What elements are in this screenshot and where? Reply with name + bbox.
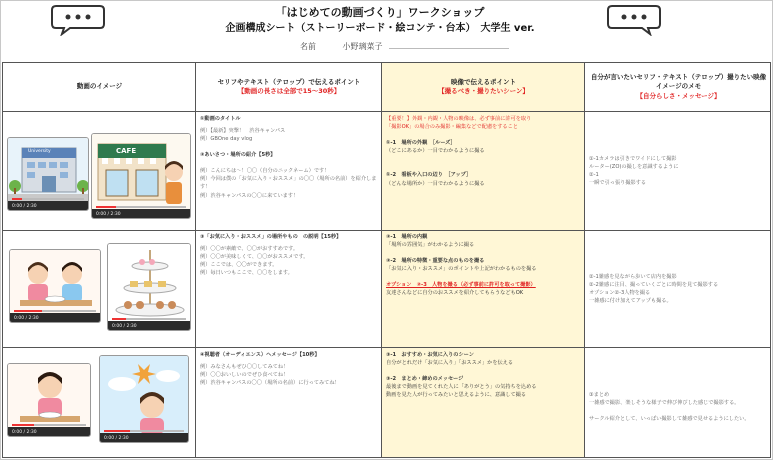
header-col4-title: 自分が言いたいセリフ・テキスト（テロップ）撮りたい映像イメージのメモ <box>590 72 767 91</box>
memo-text <box>589 391 769 423</box>
player-time: 0:00 / 2:30 <box>14 316 39 321</box>
memo-text-line: オプション②-3人物を撮る <box>589 290 651 297</box>
dialogue-text-line: 例）〇〇おいしいのでぜひ食べてね！ <box>200 372 289 379</box>
visual-text-line: 「撮影OK」の場合のみ撮影・編集などで配慮をすること <box>386 124 518 131</box>
memo-text-line: ②-1雑感を見ながら歩いて店内を撮影 <box>589 274 677 280</box>
player-time: 0:00 / 2:30 <box>96 212 121 217</box>
dialogue-text <box>200 245 378 277</box>
storyboard-table <box>2 62 771 458</box>
memo-text-line: 一雑感に付け加えてアップも撮る。 <box>589 298 672 305</box>
dialogue-text <box>200 363 378 387</box>
sheet-title: 「はじめての動画づくり」ワークショップ <box>275 6 485 19</box>
dialogue-text-line: 例）今回は僕の「お気に入り・おススメ」の〇〇（場所の名前）を紹介します！ <box>200 176 377 191</box>
dialogue-text-line: 例）〇〇が美味しくて、〇〇がおススメです。 <box>200 254 309 261</box>
girl-outdoor-icon <box>100 356 189 434</box>
progress-track <box>12 198 84 200</box>
header-col4 <box>585 63 772 111</box>
row-divider <box>3 347 770 348</box>
player-time: 0:00 / 2:30 <box>112 324 137 329</box>
row-divider <box>3 230 770 231</box>
friends-eating-icon <box>10 250 101 314</box>
memo-text-line: ②-1 <box>589 172 599 179</box>
header-col2 <box>196 63 382 111</box>
dialogue-text-line: 例）みなさんもぜひ〇〇してみてね！ <box>200 364 289 370</box>
visual-text-line <box>386 273 582 281</box>
visual-text <box>386 233 582 298</box>
progress-fill <box>14 310 42 312</box>
dialogue-text-line <box>200 143 378 151</box>
visual-text-line <box>386 131 582 139</box>
progress-fill <box>12 424 34 426</box>
progress-fill <box>12 198 22 200</box>
dialogue-text-line: ②あいさつ・場所の紹介【5秒】 <box>200 152 276 159</box>
memo-text-line: サークル紹介として、いっぱい撮影して雑感で見せるようにしたい。 <box>589 416 750 423</box>
header-col2-title: セリフやテキスト（テロップ）で伝えるポイント <box>217 77 361 86</box>
university-sign: University <box>28 149 51 154</box>
visual-text-line: オプション ②-3 人物を撮る（必ず事前に許可を取って撮影） <box>386 282 536 289</box>
cafe-storefront-icon <box>92 134 191 210</box>
visual-text-line: 最後まで動画を見てくれた人に「ありがとう」の気持ちを込める <box>386 384 537 391</box>
dialogue-text-line: 例）【最新】突撃！ 渋谷キャンパス <box>200 128 286 134</box>
dialogue-heading: ④視聴者（オーディエンス）へメッセージ【10秒】 <box>200 352 320 358</box>
header-col3 <box>382 63 585 111</box>
memo-text-line: ルーター(ZO)の撮しを意識するように <box>589 164 679 171</box>
visual-text-line <box>386 155 582 163</box>
visual-text <box>386 115 582 188</box>
name-field[interactable] <box>300 41 509 52</box>
visual-text-line: 友達さんなどに自分のおススメを紹介してもらうなどもOK <box>386 290 524 297</box>
name-label: 名前 <box>300 42 316 51</box>
visual-text <box>386 351 582 399</box>
memo-text <box>589 155 769 187</box>
speech-bubble-icon <box>606 4 662 36</box>
cafe-sign: CAFE <box>116 147 137 155</box>
video-thumbnail-cafe[interactable] <box>91 133 191 219</box>
header-col3-note: 【撮るべき・撮りたいシーン】 <box>438 87 529 95</box>
visual-text-line: （どこにあるか）一目でわかるように撮る <box>386 148 485 155</box>
video-thumbnail-friends[interactable] <box>9 249 101 323</box>
progress-fill <box>104 430 130 432</box>
player-time: 0:00 / 2:30 <box>104 436 129 441</box>
dialogue-text-line: 例）毎日いつもここで、〇〇をします。 <box>200 270 293 277</box>
visual-text-line: 動画を見た人が行ってみたいと思えるように、意識して撮る <box>386 392 527 399</box>
visual-text-line: 【重要！】外観・内観・人物の映像は、必ず事前に許可を取り <box>386 116 532 122</box>
visual-text-line: ①-2 看板や入口の辺り ［アップ］ <box>386 172 472 179</box>
visual-text-line: ②-2 場所の特徴・重要な点のものを撮る <box>386 258 485 265</box>
dialogue-text-line: 例）〇〇が素敵で、〇〇がおすすめです。 <box>200 246 299 252</box>
sweets-stand-icon <box>108 244 191 322</box>
header-col4-note: 【自分らしさ・メッセージ】 <box>636 91 721 100</box>
visual-text-line: 「場所の雰囲気」がわかるように撮る <box>386 242 475 249</box>
visual-text-line: （どんな場所か）一目でわかるように撮る <box>386 180 485 187</box>
memo-text-line: 一雑感で撮影、楽しそうな様子で伸び伸びした感じで撮影する。 <box>589 400 740 407</box>
name-underline <box>389 48 509 49</box>
header-col3-title: 映像で伝えるポイント <box>451 77 516 86</box>
girl-eating-icon <box>8 364 91 428</box>
memo-text <box>589 273 769 305</box>
sheet-header <box>0 0 773 60</box>
video-thumbnail-sweets[interactable] <box>107 243 191 331</box>
row-divider <box>3 111 770 112</box>
video-thumbnail-university[interactable] <box>7 137 89 211</box>
dialogue-text <box>200 127 378 200</box>
dialogue-text-line: 例）こんにちは～！〇〇（自分のニックネーム）です！ <box>200 168 330 175</box>
speech-bubble-icon <box>50 4 106 36</box>
visual-text-line: 自分がとれだけ「お気に入り」「おススメ」かを伝える <box>386 360 514 367</box>
header-col2-note: 【動画の長さは全部で15～30秒】 <box>237 87 341 95</box>
dialogue-text-line: 例）ここでは、〇〇ができます。 <box>200 262 278 269</box>
dialogue-heading: ①動画のタイトル <box>200 116 241 122</box>
memo-text-line: ②-2雑感に注目、撮っていくごとに時間を見て撮影する <box>589 282 719 289</box>
visual-text-line <box>386 163 582 171</box>
visual-text-line: ③-1 おすすめ・お気に入りのシーン <box>386 352 474 358</box>
progress-fill <box>96 206 116 208</box>
video-thumbnail-outdoor[interactable] <box>99 355 189 443</box>
university-building-icon <box>8 138 89 202</box>
header-col1-title: 動画のイメージ <box>76 82 123 91</box>
dialogue-text-line <box>200 159 378 167</box>
header-col1 <box>3 63 196 111</box>
visual-text-line: ③-2 まとめ・締めのメッセージ <box>386 376 464 383</box>
visual-text-line: 「お気に入り・おススメ」のポイントや上記がわかるものを撮る <box>386 266 537 273</box>
visual-text-line <box>386 367 582 375</box>
dialogue-heading: ③「お気に入り・おススメ」の場所やもの の説明【15秒】 <box>200 234 342 240</box>
dialogue-text-line: 例）渋谷キャンパスの〇〇（場所の名前）に行ってみてね！ <box>200 380 340 387</box>
visual-text-line: ①-1 場所の外観 ［ルーズ］ <box>386 140 456 147</box>
sheet-subtitle: 企画構成シート（ストーリーボード・絵コンテ・台本） 大学生 ver. <box>225 23 535 34</box>
dialogue-text-line: 例）GBOne day vlog <box>200 136 253 143</box>
memo-text-line <box>589 407 769 415</box>
visual-text-line <box>386 249 582 257</box>
name-value: 小野璃菜子 <box>342 42 383 51</box>
visual-text-line: ②-1 場所の内観 <box>386 234 428 240</box>
memo-text-line: ③まとめ <box>589 392 610 398</box>
dialogue-text-line: 例）渋谷キャンパスの〇〇に来ています！ <box>200 192 299 199</box>
progress-fill <box>112 318 126 320</box>
player-time: 0:00 / 2:30 <box>12 430 37 435</box>
memo-text-line: ①-1カメラは引きでワイドにして撮影 <box>589 156 677 162</box>
memo-text-line: 一瞬で引っ張り撮影する <box>589 180 647 187</box>
video-thumbnail-message[interactable] <box>7 363 91 437</box>
player-time: 0:00 / 2:30 <box>12 204 37 209</box>
